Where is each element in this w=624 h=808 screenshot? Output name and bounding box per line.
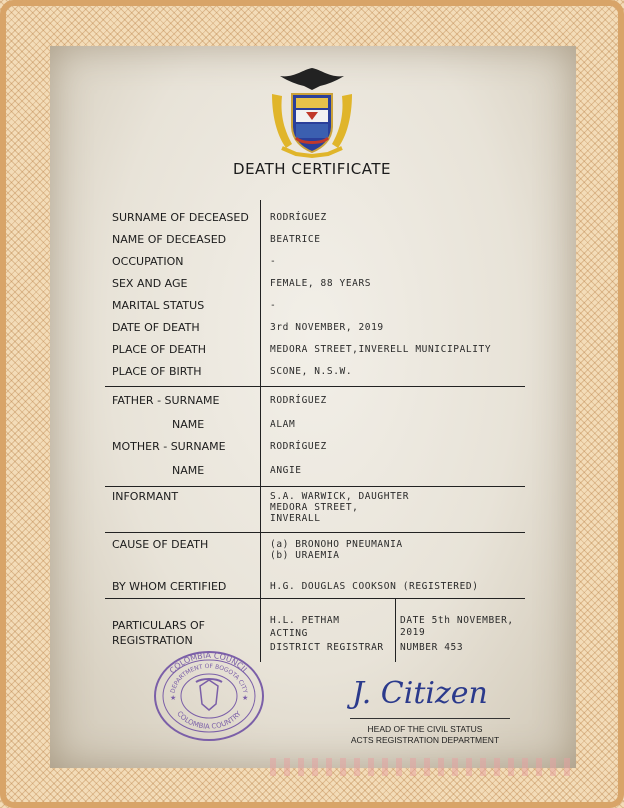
signature-title: HEAD OF THE CIVIL STATUS xyxy=(367,724,483,734)
field-value: - xyxy=(270,256,277,267)
parent-label: FATHER - SURNAME xyxy=(112,394,220,407)
registrar-line: ACTING xyxy=(270,628,308,639)
field-label: OCCUPATION xyxy=(112,255,184,268)
registration-label: REGISTRATION xyxy=(112,634,193,647)
field-value: SCONE, N.S.W. xyxy=(270,366,353,377)
field-label: MARITAL STATUS xyxy=(112,299,205,312)
certified-value: H.G. DOUGLAS COOKSON (REGISTERED) xyxy=(270,581,479,592)
signature-title: ACTS REGISTRATION DEPARTMENT xyxy=(350,735,500,745)
parent-value: RODRÍGUEZ xyxy=(270,441,327,452)
section-divider xyxy=(105,386,525,387)
column-divider xyxy=(260,532,261,598)
watermark-strip xyxy=(270,758,570,776)
registration-date: 2019 xyxy=(400,627,426,638)
informant-line: INVERALL xyxy=(270,513,321,524)
column-divider xyxy=(260,200,261,386)
section-divider xyxy=(105,532,525,533)
svg-text:★: ★ xyxy=(170,694,177,702)
field-value: FEMALE, 88 YEARS xyxy=(270,278,372,289)
field-label: PLACE OF BIRTH xyxy=(112,365,202,378)
signature: J. Citizen xyxy=(352,676,488,711)
section-divider xyxy=(105,486,525,487)
cause-line: (b) URAEMIA xyxy=(270,550,340,561)
registrar-line: H.L. PETHAM xyxy=(270,615,340,626)
cause-label: CAUSE OF DEATH xyxy=(112,538,209,551)
registration-number: NUMBER 453 xyxy=(400,642,464,653)
field-value: - xyxy=(270,300,277,311)
field-label: NAME OF DECEASED xyxy=(112,233,227,246)
stamp-inner-text: DEPARTMENT OF BOGOTA CITY xyxy=(169,662,249,695)
column-divider xyxy=(260,386,261,486)
section-divider xyxy=(105,598,525,599)
field-value: 3rd NOVEMBER, 2019 xyxy=(270,322,384,333)
registration-date: DATE 5th NOVEMBER, xyxy=(400,615,514,626)
column-divider xyxy=(395,598,396,662)
parent-value: RODRÍGUEZ xyxy=(270,395,327,406)
parent-value: ANGIE xyxy=(270,465,302,476)
field-value: RODRÍGUEZ xyxy=(270,212,327,223)
parent-label: NAME xyxy=(172,418,205,431)
cause-line: (a) BRONOHO PNEUMANIA xyxy=(270,539,403,550)
parent-label: NAME xyxy=(172,464,205,477)
field-label: DATE OF DEATH xyxy=(112,321,200,334)
signature-line xyxy=(350,718,510,719)
coat-of-arms-emblem xyxy=(266,64,358,160)
registration-label: PARTICULARS OF xyxy=(112,619,206,632)
official-stamp xyxy=(150,646,268,742)
parent-value: ALAM xyxy=(270,419,296,430)
column-divider xyxy=(260,486,261,532)
field-label: SURNAME OF DECEASED xyxy=(112,211,249,224)
svg-text:★: ★ xyxy=(242,694,249,702)
informant-line: S.A. WARWICK, DAUGHTER xyxy=(270,491,410,502)
parent-label: MOTHER - SURNAME xyxy=(112,440,226,453)
field-value: MEDORA STREET,INVERELL MUNICIPALITY xyxy=(270,344,492,355)
stamp-top-text: COLOMBIA COUNCIL xyxy=(167,650,251,676)
field-label: SEX AND AGE xyxy=(112,277,188,290)
document-title: DEATH CERTIFICATE xyxy=(233,160,391,178)
field-label: PLACE OF DEATH xyxy=(112,343,207,356)
stamp-bottom-text: COLOMBIA COUNTRY xyxy=(175,709,243,731)
certified-label: BY WHOM CERTIFIED xyxy=(112,580,227,593)
field-value: BEATRICE xyxy=(270,234,321,245)
informant-label: INFORMANT xyxy=(112,490,179,503)
registrar-line: DISTRICT REGISTRAR xyxy=(270,642,384,653)
informant-line: MEDORA STREET, xyxy=(270,502,359,513)
